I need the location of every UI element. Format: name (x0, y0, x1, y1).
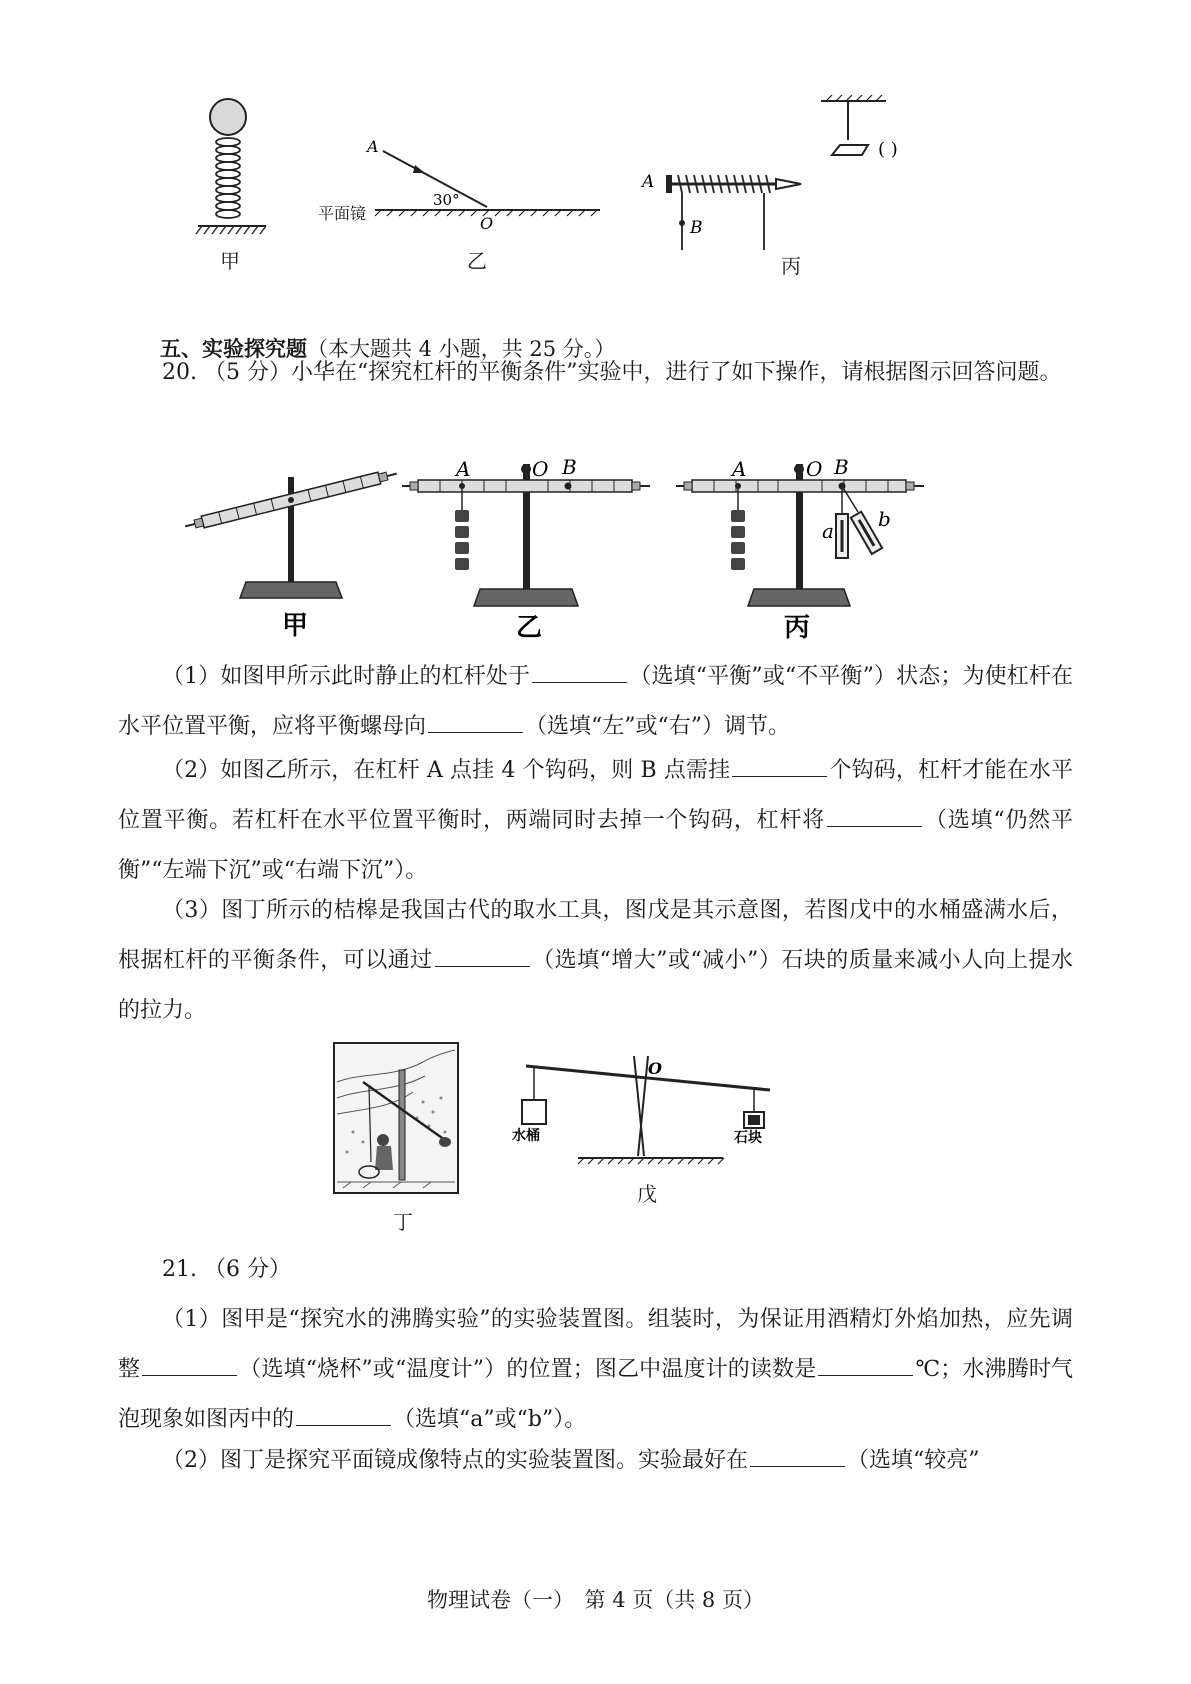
caption-yi-top: 乙 (467, 249, 487, 273)
q21-title-text: 21. （6 分） (162, 1257, 291, 1282)
lever-bing-label-o: O (806, 457, 823, 481)
lever-jia (184, 468, 398, 598)
q20-p3-text-b: （选填“增大”或“减小”）石块的质量来减小人向上提水的拉力。 (118, 948, 1073, 1023)
section-note: （本大题共 4 小题，共 25 分。） (307, 337, 616, 361)
q20-answer-blank-4[interactable] (827, 802, 922, 827)
page-footer: 物理试卷（一） 第 4 页（共 8 页） (427, 1588, 764, 1612)
q20-answer-blank-2[interactable] (428, 708, 523, 733)
lever-bing-label-a: A (732, 457, 747, 481)
q21-p2-text-b: （选填“较亮” (847, 1448, 980, 1473)
q20-p1-text-b: （选填“平衡”或“不平衡”）状态；为使杠杆在水平位置平衡，应将平衡螺母向 (118, 664, 1073, 739)
caption-bing-top: 丙 (781, 254, 801, 278)
q20-p2-text-c: （选填“仍然平衡”“左端下沉”或“右端下沉”）。 (118, 808, 1073, 883)
figure-jiegao-illustration (333, 1042, 459, 1194)
lever-caption-jia: 甲 (282, 611, 309, 641)
spring-scale-label-b: b (878, 507, 891, 531)
bucket-label: 水桶 (512, 1128, 540, 1144)
spring-scale-label-a: a (822, 519, 834, 543)
lever-bing (676, 455, 924, 606)
lever-caption-bing: 丙 (784, 613, 811, 643)
figure-lever-experiments (178, 452, 938, 647)
q21-p1-text-c: ℃；水沸腾时气泡现象如图丙中的 (118, 1357, 1073, 1432)
mirror-label: 平面镜 (318, 204, 367, 223)
q20-part2 (118, 746, 1073, 896)
lever-yi-label-a: A (456, 457, 471, 481)
q21-answer-blank-2[interactable] (818, 1351, 913, 1376)
q20-intro (118, 348, 1073, 398)
q20-part3 (118, 886, 1073, 1036)
q20-p1-text-a: （1）如图甲所示此时静止的杠杆处于 (162, 664, 531, 689)
q21-part2 (118, 1436, 1073, 1486)
q21-title (118, 1245, 1073, 1295)
lever-caption-yi: 乙 (516, 613, 543, 643)
caption-wu: 戊 (637, 1182, 657, 1206)
section-title: 五、实验探究题 (160, 336, 307, 361)
q20-answer-blank-1[interactable] (532, 658, 627, 683)
nail-label-a: A (642, 172, 655, 192)
q21-answer-blank-4[interactable] (750, 1442, 845, 1467)
q20-p3-text-a: （3）图丁所示的桔槔是我国古代的取水工具，图戊是其示意图，若图戊中的水桶盛满水后，根据杠杆的平衡条件，可以通过 (118, 898, 1073, 973)
q20-intro-text: 20. （5 分）小华在“探究杠杆的平衡条件”实验中，进行了如下操作，请根据图示回答问题。 (162, 360, 1062, 385)
lever-yi-label-b: B (562, 455, 577, 479)
caption-jia-top: 甲 (220, 249, 240, 273)
q20-answer-blank-3[interactable] (732, 752, 827, 777)
q21-p1-text-d: （选填“a”或“b”）。 (393, 1407, 587, 1432)
q20-p1-text-c: （选填“左”或“右”）调节。 (525, 714, 791, 739)
q21-p2-text-a: （2）图丁是探究平面镜成像特点的实验装置图。实验最好在 (162, 1448, 748, 1473)
stone-label: 石块 (734, 1130, 762, 1146)
q21-answer-blank-1[interactable] (142, 1351, 237, 1376)
q21-answer-blank-3[interactable] (296, 1401, 391, 1426)
q20-p2-text-a: （2）如图乙所示，在杠杆 A 点挂 4 个钩码，则 B 点需挂 (162, 758, 731, 783)
lever-yi-label-o: O (532, 457, 549, 481)
ray-label-a: A (367, 137, 379, 156)
angle-label: 30° (433, 191, 460, 209)
fulcrum-label-o: O (648, 1059, 662, 1078)
answer-paren: ( ) (878, 139, 898, 160)
q20-answer-blank-5[interactable] (435, 942, 530, 967)
nail-label-b: B (690, 218, 703, 238)
figure-jiegao-diagram (508, 1052, 788, 1172)
figure-electromagnet-nail (636, 95, 936, 255)
q21-part1 (118, 1295, 1073, 1445)
caption-ding: 丁 (393, 1210, 413, 1234)
lever-bing-label-b: B (834, 455, 849, 479)
figure-spring-ball (180, 92, 290, 252)
q20-part1 (118, 652, 1073, 752)
lever-yi (402, 455, 650, 606)
q21-p1-text-b: （选填“烧杯”或“温度计”）的位置；图乙中温度计的读数是 (239, 1357, 817, 1382)
q21-p1-text-a: （1）图甲是“探究水的沸腾实验”的实验装置图。组装时，为保证用酒精灯外焰加热，应先调整 (118, 1307, 1073, 1382)
q20-p2-text-b: 个钩码，杠杆才能在水平位置平衡。若杠杆在水平位置平衡时，两端同时去掉一个钩码，杠杆将 (118, 758, 1073, 833)
point-label-o: O (480, 214, 494, 233)
